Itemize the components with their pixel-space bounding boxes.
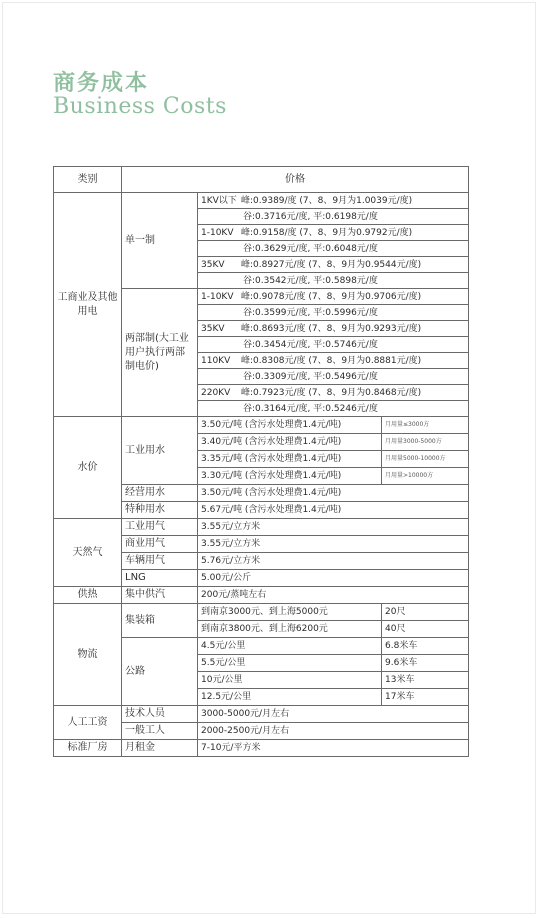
electricity-rate-line	[198, 385, 469, 401]
electricity-category: 工商业及其他用电	[54, 193, 122, 417]
electricity-single-label: 单一制	[122, 193, 198, 289]
wages-price: 2000-2500元/月左右	[198, 723, 469, 740]
valley-flat-rate: 谷:0.3629元/度, 平:0.6048元/度	[198, 241, 469, 257]
valley-flat-rate: 谷:0.3309元/度, 平:0.5496元/度	[198, 369, 469, 385]
factory-rent-price: 7-10元/平方米	[198, 740, 469, 757]
water-price: 5.67元/吨 (含污水处理费1.4元/吨)	[198, 502, 469, 519]
heat-price: 200元/蒸吨左右	[198, 587, 469, 604]
valley-flat-rate: 谷:0.3716元/度, 平:0.6198元/度	[198, 209, 469, 225]
voltage-label: 1KV以下	[201, 195, 237, 206]
water-business-label: 经营用水	[122, 485, 198, 502]
peak-rate: 峰:0.8927元/度 (7、8、9月为0.9544元/度)	[241, 259, 422, 270]
electricity-rate-line	[198, 225, 469, 241]
heat-label: 集中供汽	[122, 587, 198, 604]
table-header-row	[54, 167, 469, 193]
logistics-spec: 9.6米车	[382, 655, 469, 672]
electricity-rate-line	[198, 353, 469, 369]
header-category: 类别	[54, 167, 122, 193]
gas-type-label: 商业用气	[122, 536, 198, 553]
peak-rate: 峰:0.7923元/度 (7、8、9月为0.8468元/度)	[241, 387, 422, 398]
electricity-rate-line	[198, 321, 469, 337]
gas-price: 5.00元/公斤	[198, 570, 469, 587]
logistics-price: 4.5元/公里	[198, 638, 382, 655]
header-price: 价格	[122, 167, 469, 193]
logistics-price: 10元/公里	[198, 672, 382, 689]
gas-type-label: LNG	[122, 570, 198, 587]
logistics-spec: 13米车	[382, 672, 469, 689]
valley-flat-rate: 谷:0.3599元/度, 平:0.5996元/度	[198, 305, 469, 321]
table-row	[54, 604, 469, 621]
water-usage-note: 月用量5000-10000方	[382, 451, 469, 468]
heat-category: 供热	[54, 587, 122, 604]
electricity-rate-line	[198, 289, 469, 305]
factory-category: 标准厂房	[54, 740, 122, 757]
gas-type-label: 工业用气	[122, 519, 198, 536]
water-usage-note: 月用量>10000方	[382, 468, 469, 485]
electricity-rate-line	[198, 193, 469, 209]
water-price: 3.50元/吨 (含污水处理费1.4元/吨)	[198, 485, 469, 502]
logistics-category: 物流	[54, 604, 122, 706]
peak-rate: 峰:0.8693元/度 (7、8、9月为0.9293元/度)	[241, 323, 422, 334]
logistics-spec: 20尺	[382, 604, 469, 621]
water-price: 3.40元/吨 (含污水处理费1.4元/吨)	[198, 434, 382, 451]
logistics-price: 到南京3000元、到上海5000元	[198, 604, 382, 621]
voltage-label: 1-10KV	[201, 291, 234, 302]
logistics-container-label: 集装箱	[122, 604, 198, 638]
wages-category: 人工工资	[54, 706, 122, 740]
valley-flat-rate: 谷:0.3164元/度, 平:0.5246元/度	[198, 401, 469, 417]
gas-price: 3.55元/立方米	[198, 536, 469, 553]
logistics-road-label: 公路	[122, 638, 198, 706]
water-category: 水价	[54, 417, 122, 519]
peak-rate: 峰:0.8308元/度 (7、8、9月为0.8881元/度)	[241, 355, 422, 366]
peak-rate: 峰:0.9389/度 (7、8、9月为1.0039元/度)	[241, 195, 413, 206]
peak-rate: 峰:0.9078元/度 (7、8、9月为0.9706元/度)	[241, 291, 422, 302]
logistics-price: 12.5元/公里	[198, 689, 382, 706]
peak-rate: 峰:0.9158/度 (7、8、9月为0.9792元/度)	[241, 227, 413, 238]
business-costs-table	[53, 166, 469, 757]
water-price: 3.50元/吨 (含污水处理费1.4元/吨)	[198, 417, 382, 434]
water-usage-note: 月用量3000-5000方	[382, 434, 469, 451]
water-price: 3.30元/吨 (含污水处理费1.4元/吨)	[198, 468, 382, 485]
table-row	[54, 587, 469, 604]
electricity-rate-line	[198, 257, 469, 273]
gas-price: 5.76元/立方米	[198, 553, 469, 570]
logistics-price: 5.5元/公里	[198, 655, 382, 672]
page-title-en: Business Costs	[53, 94, 227, 119]
factory-rent-label: 月租金	[122, 740, 198, 757]
logistics-spec: 6.8米车	[382, 638, 469, 655]
gas-category: 天然气	[54, 519, 122, 587]
logistics-price: 到南京3800元、到上海6200元	[198, 621, 382, 638]
voltage-label: 35KV	[201, 323, 225, 334]
valley-flat-rate: 谷:0.3454元/度, 平:0.5746元/度	[198, 337, 469, 353]
table-row	[54, 417, 469, 434]
logistics-spec: 17米车	[382, 689, 469, 706]
water-usage-note: 月用量≤3000方	[382, 417, 469, 434]
gas-type-label: 车辆用气	[122, 553, 198, 570]
page-title-cn: 商务成本	[53, 70, 150, 96]
valley-flat-rate: 谷:0.3542元/度, 平:0.5898元/度	[198, 273, 469, 289]
voltage-label: 1-10KV	[201, 227, 234, 238]
table-row	[54, 740, 469, 757]
wages-role-label: 技术人员	[122, 706, 198, 723]
water-industrial-label: 工业用水	[122, 417, 198, 485]
wages-price: 3000-5000元/月左右	[198, 706, 469, 723]
voltage-label: 35KV	[201, 259, 225, 270]
water-special-label: 特种用水	[122, 502, 198, 519]
table-row	[54, 519, 469, 536]
water-price: 3.35元/吨 (含污水处理费1.4元/吨)	[198, 451, 382, 468]
table-row	[54, 706, 469, 723]
electricity-two-part-label: 两部制(大工业用户执行两部制电价)	[122, 289, 198, 417]
table-row	[54, 193, 469, 209]
gas-price: 3.55元/立方米	[198, 519, 469, 536]
voltage-label: 220KV	[201, 387, 231, 398]
voltage-label: 110KV	[201, 355, 231, 366]
wages-role-label: 一般工人	[122, 723, 198, 740]
logistics-spec: 40尺	[382, 621, 469, 638]
